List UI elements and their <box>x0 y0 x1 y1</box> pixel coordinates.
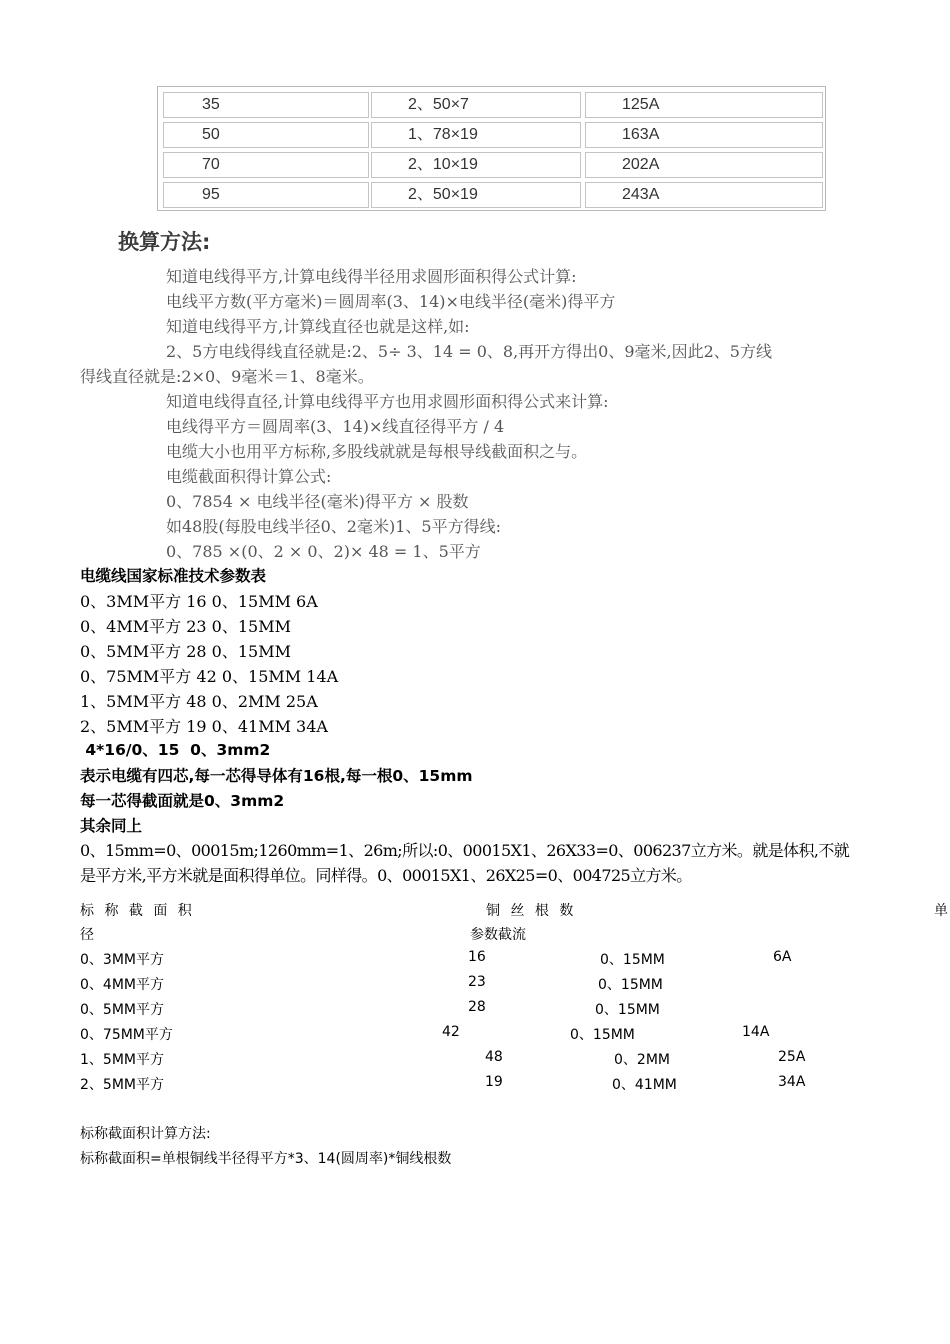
param-header-1b: 径 <box>80 927 94 943</box>
method-line: 0、785 ×(0、2 × 0、2)× 48 = 1、5平方 <box>166 542 481 561</box>
standard-line: 1、5MM平方 48 0、2MM 25A <box>80 692 318 711</box>
calc-formula: 标称截面积=单根铜线半径得平方*3、14(圆周率)*铜线根数 <box>80 1151 452 1167</box>
table-cell: 50 <box>163 122 369 148</box>
table-row <box>161 152 822 180</box>
explain-line: 4*16/0、15 0、3mm2 <box>80 741 271 759</box>
method-line: 知道电线得平方,计算电线得半径用求圆形面积得公式计算: <box>166 267 577 286</box>
table-cell: 35 <box>163 92 369 118</box>
method-line: 知道电线得平方,计算线直径也就是这样,如: <box>166 317 470 336</box>
method-line: 如48股(每股电线半径0、2毫米)1、5平方得线: <box>166 517 501 536</box>
param-cell: 0、15MM <box>595 1002 660 1018</box>
param-cell: 0、2MM <box>614 1052 670 1068</box>
param-header-1: 标 称 截 面 积 <box>80 903 195 919</box>
table-cell: 2、50×7 <box>371 92 581 118</box>
param-cell: 42 <box>442 1024 460 1040</box>
table-row <box>161 182 822 210</box>
section-heading: 换算方法: <box>118 230 211 254</box>
standard-title: 电缆线国家标准技术参数表 <box>80 567 267 585</box>
standard-line: 0、3MM平方 16 0、15MM 6A <box>80 592 318 611</box>
standard-line: 2、5MM平方 19 0、41MM 34A <box>80 717 328 736</box>
calc-title: 标称截面积计算方法: <box>80 1126 211 1142</box>
table-row <box>161 122 822 150</box>
param-cell: 0、41MM <box>612 1077 677 1093</box>
param-cell: 0、15MM <box>598 977 663 993</box>
param-header-2: 铜 丝 根 数 <box>486 903 577 919</box>
param-cell: 0、15MM <box>600 952 665 968</box>
volume-line: 是平方米,平方米就是面积得单位。同样得。0、00015X1、26X25=0、004725立方米。 <box>80 866 692 885</box>
method-line: 电缆大小也用平方标称,多股线就就是每根导线截面积之与。 <box>166 442 588 461</box>
param-cell: 19 <box>485 1074 503 1090</box>
method-line: 2、5方电线得线直径就是:2、5÷ 3、14 = 0、8,再开方得出0、9毫米,因此2、5方线 <box>166 342 772 361</box>
table-row <box>161 92 822 120</box>
explain-line: 表示电缆有四芯,每一芯得导体有16根,每一根0、15mm <box>80 767 473 785</box>
param-cell: 0、4MM平方 <box>80 977 164 993</box>
param-cell: 0、3MM平方 <box>80 952 164 968</box>
param-cell: 48 <box>485 1049 503 1065</box>
table-cell: 70 <box>163 152 369 178</box>
standard-line: 0、4MM平方 23 0、15MM <box>80 617 291 636</box>
param-cell: 28 <box>468 999 486 1015</box>
param-cell: 6A <box>773 949 792 965</box>
explain-line: 其余同上 <box>80 817 143 835</box>
explain-line: 每一芯得截面就是0、3mm2 <box>80 792 285 810</box>
method-line: 电缆截面积得计算公式: <box>166 467 332 486</box>
param-cell: 25A <box>778 1049 806 1065</box>
method-line: 电线平方数(平方毫米)＝圆周率(3、14)×电线半径(毫米)得平方 <box>166 292 616 311</box>
table-cell: 1、78×19 <box>371 122 581 148</box>
table-cell: 95 <box>163 182 369 208</box>
param-cell: 16 <box>468 949 486 965</box>
param-cell: 0、5MM平方 <box>80 1002 164 1018</box>
table-cell: 2、10×19 <box>371 152 581 178</box>
param-cell: 23 <box>468 974 486 990</box>
method-line: 得线直径就是:2×0、9毫米＝1、8毫米。 <box>80 367 374 386</box>
method-line: 0、7854 × 电线半径(毫米)得平方 × 股数 <box>166 492 469 511</box>
table-cell: 243A <box>585 182 823 208</box>
method-line: 知道电线得直径,计算电线得平方也用求圆形面积得公式来计算: <box>166 392 609 411</box>
param-cell: 0、15MM <box>570 1027 635 1043</box>
param-cell: 34A <box>778 1074 806 1090</box>
wire-spec-table <box>157 86 826 211</box>
param-cell: 2、5MM平方 <box>80 1077 164 1093</box>
table-cell: 202A <box>585 152 823 178</box>
table-cell: 2、50×19 <box>371 182 581 208</box>
param-header-2b: 参数截流 <box>470 927 526 943</box>
method-line: 电线得平方＝圆周率(3、14)×线直径得平方 / 4 <box>166 417 505 436</box>
param-cell: 14A <box>742 1024 770 1040</box>
standard-line: 0、75MM平方 42 0、15MM 14A <box>80 667 339 686</box>
param-header-3: 单 <box>934 903 948 919</box>
standard-line: 0、5MM平方 28 0、15MM <box>80 642 291 661</box>
table-cell: 125A <box>585 92 823 118</box>
table-cell: 163A <box>585 122 823 148</box>
param-cell: 0、75MM平方 <box>80 1027 173 1043</box>
param-cell: 1、5MM平方 <box>80 1052 164 1068</box>
volume-line: 0、15mm=0、00015m;1260mm=1、26m;所以:0、00015X1、26X33=0、006237立方米。就是体积,不就 <box>80 841 850 860</box>
